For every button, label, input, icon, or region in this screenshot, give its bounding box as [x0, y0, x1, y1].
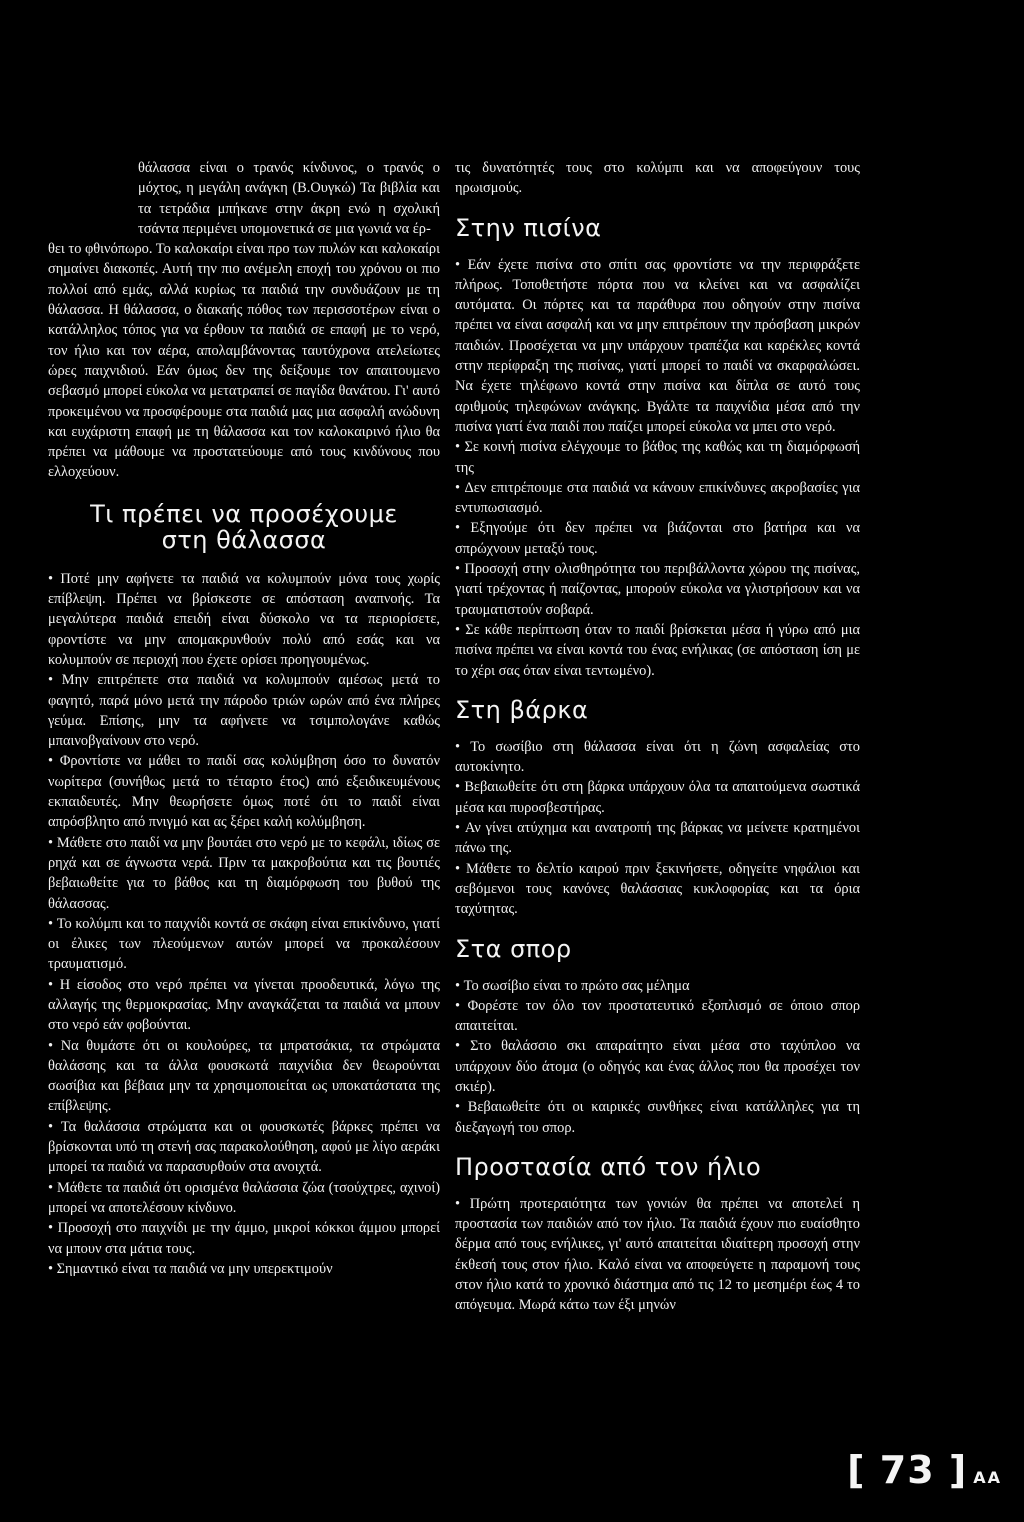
- pool-tip-2: • Σε κοινή πισίνα ελέγχουμε το βάθος της καθώς και τη διαμόρφωσή της: [455, 437, 860, 478]
- intro-paragraph: θει το φθινόπωρο. Το καλοκαίρι είναι προ των πυλών και καλοκαίρι σημαίνει διακοπές. Αυτή την πιο ανέμελη εποχή του χρόνου οι πιο πολλοί από εμάς, αλλά κυρίως τα παιδιά την συνδυάζουν με τη θάλασσα. Η θάλασσα, ο διακαής πόθος των περισσοτέρων είναι ο κατάλληλος τόπος για να έρθουν τα παιδιά σε επαφή με το νερό, τον ήλιο και τον αέρα, απολαμβάνοντας ταυτόχρονα ατελείωτες ώρες παιχνιδιού. Εάν όμως δεν της δείξουμε τον απαιτουμενο σεβασμό μπορεί εύκολα να μετατραπεί σε παγίδα θανάτου. Γι' αυτό προκειμένου να προσφέρουμε στα παιδιά μας μια ασφαλή ανώδυνη και ευχάριστη επαφή με τη θάλασσα και τον καλοκαιρινό ήλιο θα πρέπει να μάθουμε να προστατεύουμε από τους κινδύνους που ελλοχεύουν.: [48, 241, 440, 481]
- pool-tip-6: • Σε κάθε περίπτωση όταν το παιδί βρίσκεται μέσα ή γύρω από μια πισίνα πρέπει να είναι κοντά του ένας ενήλικας (σε απόσταση ίση με το χέρι σας όταν είναι τεντωμένο).: [455, 620, 860, 681]
- sea-tip-5: • Το κολύμπι και το παιχνίδι κοντά σε σκάφη είναι επικίνδυνο, γιατί οι έλικες των πλεούμενων αυτών μπορεί να προκαλέσουν τραυματισμό.: [48, 914, 440, 975]
- sea-tip-1: • Ποτέ μην αφήνετε τα παιδιά να κολυμπούν μόνα τους χωρίς επίβλεψη. Πρέπει να βρίσκεστε σε απόσταση αναπνοής. Τα μεγαλύτερα παιδιά επειδή είναι δύσκολο να τα περιορίσετε, φροντίστε να μην απομακρυνθούν πολύ από εσάς και να κολυμπούν σε περιοχή που έχετε ορίσει προηγουμένως.: [48, 569, 440, 670]
- left-column: [48, 158, 440, 1279]
- page-suffix: AA: [973, 1468, 1002, 1487]
- sea-tip-9: • Μάθετε τα παιδιά ότι ορισμένα θαλάσσια ζώα (τσούχτρες, αχινοί) μπορεί να αποτελέσουν κίνδυνο.: [48, 1178, 440, 1219]
- sea-heading-line-1: Τι πρέπει να προσέχουμε: [90, 499, 398, 528]
- sports-heading: Στα σπορ: [455, 934, 572, 963]
- opening-quote: θάλασσα είναι ο τρανός κίνδυνος, ο τρανός ο μόχτος, η μεγάλη ανάγκη (Β.Ουγκώ) Τα βιβλία και τα τετράδια μπήκανε στην άκρη ενώ η σχολική τσάντα περιμένει υπομονετικά σε μια γωνιά να έρ-: [138, 160, 440, 237]
- sea-tip-7: • Να θυμάστε ότι οι κουλούρες, τα μπρατσάκια, τα στρώματα θαλάσσης και τα άλλα φουσκωτά παιχνίδια δεν θεωρούνται σωσίβια και βέβαια μην τα χρησιμοποιείται ως υποκατάστατα της επίβλεψης.: [48, 1036, 440, 1117]
- boat-tip-3: • Αν γίνει ατύχημα και ανατροπή της βάρκας να μείνετε κρατημένοι πάνω της.: [455, 818, 860, 859]
- sea-tip-2: • Μην επιτρέπετε στα παιδιά να κολυμπούν αμέσως μετά το φαγητό, παρά μόνο μετά την πάροδο τριών ωρών από ένα πλήρες γεύμα. Επίσης, μην τα αφήνετε να τσιμπολογάνε καθώς μπαινοβγαίνουν στο νερό.: [48, 670, 440, 751]
- boat-tip-2: • Βεβαιωθείτε ότι στη βάρκα υπάρχουν όλα τα απαιτούμενα σωστικά μέσα και πυροσβεστήρας.: [455, 777, 860, 818]
- sea-tip-8: • Τα θαλάσσια στρώματα και οι φουσκωτές βάρκες πρέπει να βρίσκονται υπό τη στενή σας παρακολούθηση, αφού με λίγο αεράκι μπορεί τα παιδιά να παρασυρθούν στα ανοιχτά.: [48, 1117, 440, 1178]
- sea-tip-6: • Η είσοδος στο νερό πρέπει να γίνεται προοδευτικά, λόγω της αλλαγής της θερμοκρασίας. Μην αναγκάζεται τα παιδιά να μπουν στο νερό εάν φοβούνται.: [48, 975, 440, 1036]
- sea-tip-11: • Σημαντικό είναι τα παιδιά να μην υπερεκτιμούν: [48, 1259, 440, 1279]
- pool-tip-4: • Εξηγούμε ότι δεν πρέπει να βιάζονται στο βατήρα και να σπρώχνουν μεταξύ τους.: [455, 518, 860, 559]
- sea-tip-3: • Φροντίστε να μάθει το παιδί σας κολύμβηση όσο το δυνατόν νωρίτερα (συνήθως μετά το τέταρτο έτος) από εξειδικευμένους εκπαιδευτές. Μην θεωρήσετε όμως ποτέ ότι το παιδί είναι απρόσβλητο από πνιγμό και ας ξέρει καλή κολύμβηση.: [48, 751, 440, 832]
- page-number: [ 73 ]: [847, 1448, 968, 1492]
- right-column: [455, 158, 860, 1316]
- pool-tip-3: • Δεν επιτρέπουμε στα παιδιά να κάνουν επικίνδυνες ακροβασίες για εντυπωσιασμό.: [455, 478, 860, 519]
- sports-tip-2: • Φορέστε τον όλο τον προστατευτικό εξοπλισμό σε όποιο σπορ απαιτείται.: [455, 996, 860, 1037]
- boat-tip-4: • Μάθετε το δελτίο καιρού πριν ξεκινήσετε, οδηγείτε νηφάλιοι και σεβόμενοι τους κανόνες θαλάσσιας κυκλοφορίας και τα όρια ταχύτητας.: [455, 859, 860, 920]
- page-footer: [847, 1448, 1002, 1492]
- sea-tip-4: • Μάθετε στο παιδί να μην βουτάει στο νερό με το κεφάλι, ιδίως σε ρηχά και σε άγνωστα νερά. Πριν τα μακροβούτια και τις βουτιές βεβαιωθείτε για το βάθος και τη διαμόρφωση του βυθού της θάλασσας.: [48, 833, 440, 914]
- sports-tip-4: • Βεβαιωθείτε ότι οι καιρικές συνθήκες είναι κατάλληλες για τη διεξαγωγή του σπορ.: [455, 1097, 860, 1138]
- sea-heading-line-2: στη θάλασσα: [161, 525, 327, 554]
- sea-heading: [48, 501, 440, 553]
- sports-tip-1: • Το σωσίβιο είναι το πρώτο σας μέλημα: [455, 976, 860, 996]
- boat-heading: Στη βάρκα: [455, 695, 589, 724]
- sun-tip-1: • Πρώτη προτεραιότητα των γονιών θα πρέπει να αποτελεί η προστασία των παιδιών από τον ήλιο. Τα παιδιά έχουν πιο ευαίσθητο δέρμα από τους ενήλικες, γι' αυτό απαιτείται ιδιαίτερη προσοχή στην έκθεσή τους στον ήλιο. Καλό είναι να αποφεύγετε η παραμονή τους στον ήλιο κατά το χρονικό διάστημα από τις 12 το μεσημέρι έως 4 το απόγευμα. Μωρά κάτω των έξι μηνών: [455, 1194, 860, 1316]
- boat-tip-1: • Το σωσίβιο στη θάλασσα είναι ότι η ζώνη ασφαλείας στο αυτοκίνητο.: [455, 737, 860, 778]
- sports-tip-3: • Στο θαλάσσιο σκι απαραίτητο είναι μέσα στο ταχύπλοο να υπάρχουν δύο άτομα (ο οδηγός και ένας άλλος που θα προσέχει τον σκιέρ).: [455, 1036, 860, 1097]
- continuation-text: τις δυνατότητές τους στο κολύμπι και να αποφεύγουν τους ηρωισμούς.: [455, 160, 860, 197]
- sun-heading: Προστασία από τον ήλιο: [455, 1152, 762, 1181]
- pool-heading: Στην πισίνα: [455, 213, 602, 242]
- sea-tip-10: • Προσοχή στο παιχνίδι με την άμμο, μικροί κόκκοι άμμου μπορεί να μπουν στα μάτια τους.: [48, 1218, 440, 1259]
- pool-tip-1: • Εάν έχετε πισίνα στο σπίτι σας φροντίστε να την περιφράξετε πλήρως. Τοποθετήστε πόρτα που να κλείνει και να ασφαλίζει αυτόματα. Οι πόρτες και τα παράθυρα που οδηγούν στην πισίνα πρέπει να είναι ασφαλή και να μην επιτρέπουν την πρόσβαση μικρών παιδιών. Προσέχεται να μην υπάρχουν τραπέζια και καρέκλες κοντά στην περίφραξη της πισίνας, γιατί μπορεί το παιδί να σκαρφαλώσει. Να έχετε τηλέφωνο κοντά στην πισίνα και δίπλα σε αυτό τους αριθμούς τηλεφώνων ανάγκης. Βγάλτε τα παιχνίδια μέσα από την πισίνα γιατί ένα παιδί που παίζει μπορεί εύκολα να μπει στο νερό.: [455, 255, 860, 438]
- pool-tip-5: • Προσοχή στην ολισθηρότητα του περιβάλλοντα χώρου της πισίνας, γιατί τρέχοντας ή παίζοντας, μπορούν εύκολα να γλιστρήσουν και να τραυματιστούν σοβαρά.: [455, 559, 860, 620]
